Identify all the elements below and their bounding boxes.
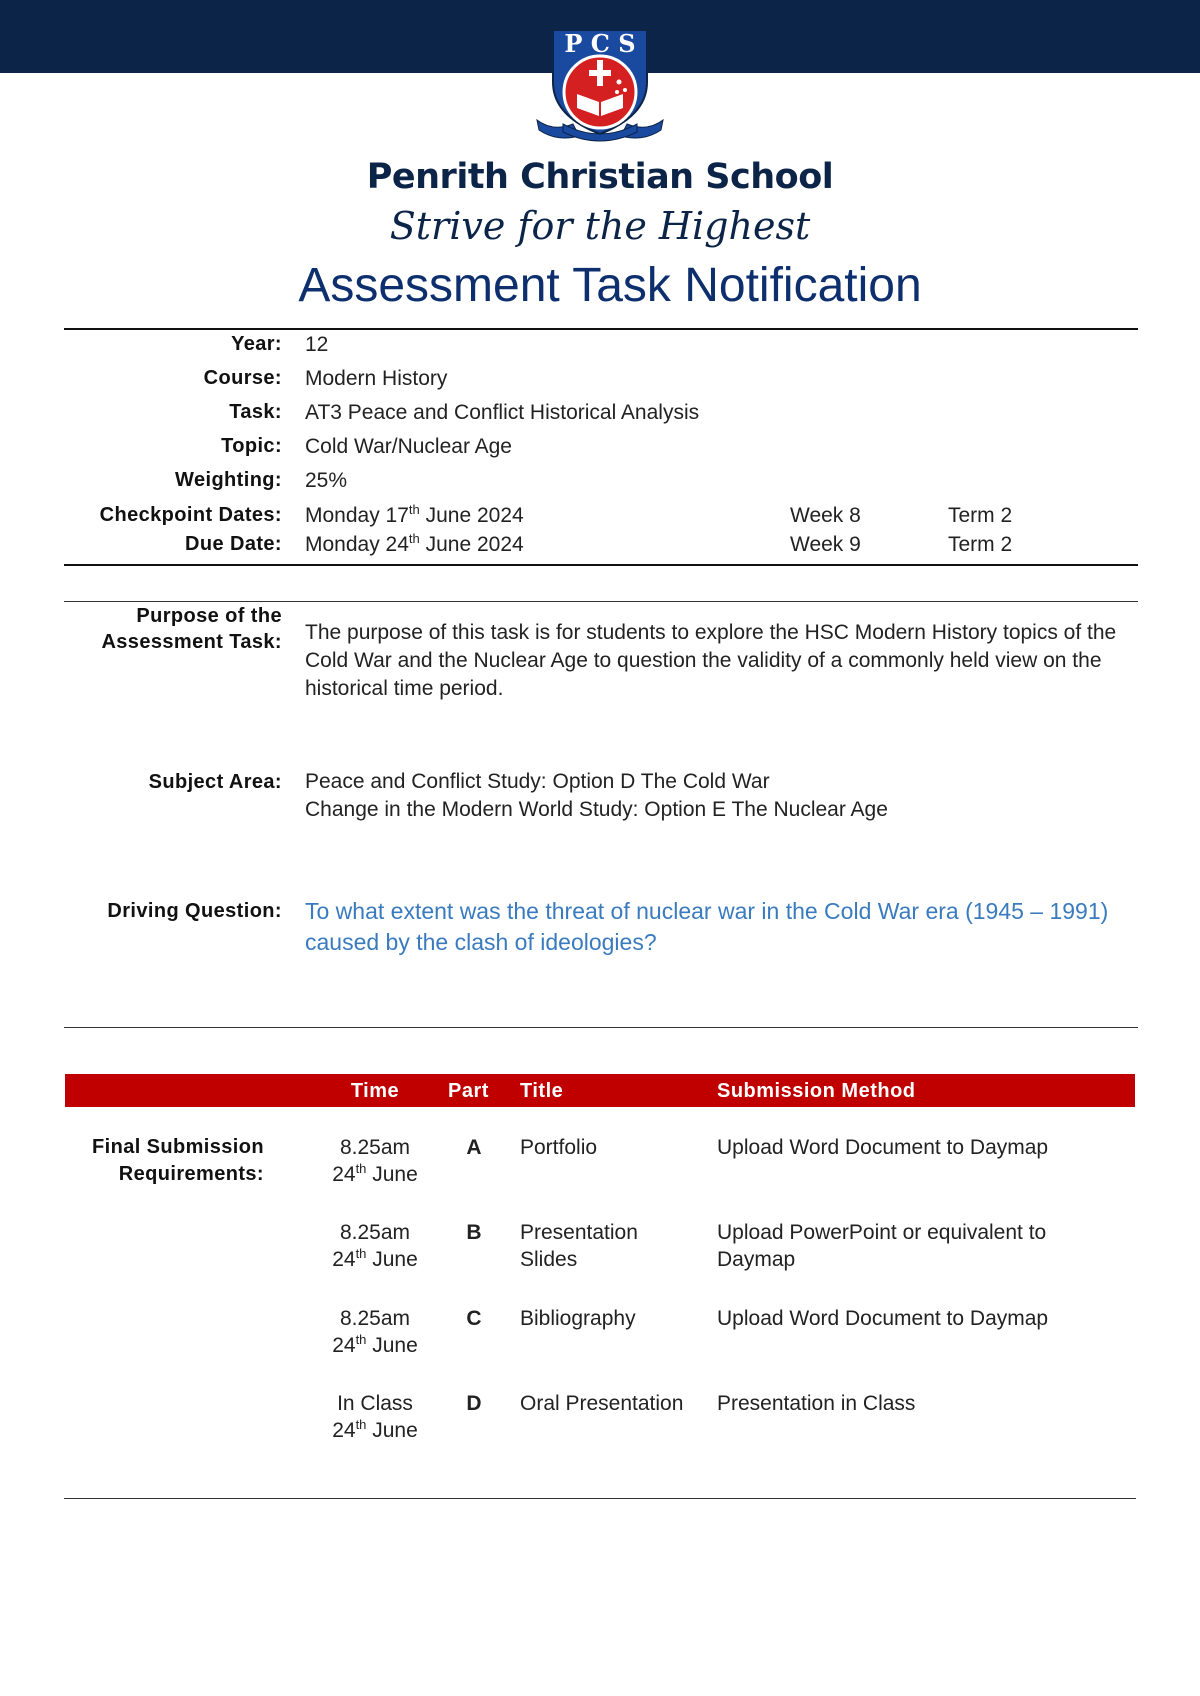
row-d-title: Oral Presentation (520, 1392, 684, 1415)
header-time: Time (350, 1080, 400, 1102)
row-d-part: D (466, 1392, 482, 1415)
school-motto: Strive for the Highest (389, 204, 811, 248)
row-c-time: 8.25am 24th June (332, 1307, 418, 1357)
driving-question-text: To what extent was the threat of nuclear war in the Cold War era (1945 – 1991) caused by the clash of ideologies? (305, 898, 1109, 955)
row-c-method: Upload Word Document to Daymap (717, 1307, 1049, 1330)
driving-question-label: Driving Question: (107, 900, 282, 922)
due-date: Monday 24th June 2024 (305, 531, 524, 556)
checkpoint-term: Term 2 (948, 504, 1013, 527)
header-submission-method: Submission Method (717, 1080, 916, 1102)
row-a-method: Upload Word Document to Daymap (717, 1136, 1049, 1159)
purpose-label: Purpose of the Assessment Task: (101, 605, 282, 653)
row-d-time: In Class 24th June (332, 1392, 418, 1442)
divider (64, 328, 1138, 330)
divider (64, 1027, 1138, 1028)
checkpoint-label: Checkpoint Dates: (99, 504, 282, 526)
svg-text:P C S: P C S (564, 29, 636, 58)
year-value: 12 (305, 333, 329, 356)
course-label: Course: (203, 367, 282, 389)
topic-value: Cold War/Nuclear Age (305, 435, 512, 458)
row-b-method: Upload PowerPoint or equivalent to Daymap (717, 1221, 1047, 1271)
task-label: Task: (229, 401, 282, 423)
header-title: Title (520, 1080, 564, 1102)
due-date-label: Due Date: (185, 533, 282, 555)
row-a-part: A (466, 1136, 482, 1159)
row-b-part: B (466, 1221, 482, 1244)
topic-label: Topic: (221, 435, 282, 457)
purpose-text: The purpose of this task is for students to explore the HSC Modern History topics of the Cold War and the Nuclear Age to question the validity of a commonly held view on the historical time period. (305, 621, 1117, 700)
subject-area-label: Subject Area: (148, 771, 282, 793)
checkpoint-date: Monday 17th June 2024 (305, 502, 524, 527)
final-submission-label: Final Submission Requirements: (92, 1136, 264, 1185)
school-name: Penrith Christian School (366, 157, 834, 197)
year-label: Year: (231, 333, 282, 355)
row-a-title: Portfolio (520, 1136, 598, 1159)
divider (64, 601, 1138, 602)
row-c-title: Bibliography (520, 1307, 636, 1330)
row-b-time: 8.25am 24th June (332, 1221, 418, 1271)
divider (64, 564, 1138, 566)
school-crest-logo (533, 24, 667, 146)
course-value: Modern History (305, 367, 448, 390)
due-week: Week 9 (790, 533, 861, 556)
divider (64, 1498, 1136, 1499)
row-b-title: Presentation Slides (520, 1221, 638, 1271)
subject-area-text: Peace and Conflict Study: Option D The Cold War Change in the Modern World Study: Option E The Nuclear Age (305, 770, 888, 821)
task-value: AT3 Peace and Conflict Historical Analysis (305, 401, 700, 424)
header-part: Part (448, 1080, 489, 1102)
row-d-method: Presentation in Class (717, 1392, 916, 1415)
checkpoint-week: Week 8 (790, 504, 861, 527)
submission-table-header (65, 1074, 1135, 1107)
row-c-part: C (466, 1307, 482, 1330)
document-title: Assessment Task Notification (298, 259, 922, 312)
weighting-value: 25% (305, 469, 348, 492)
weighting-label: Weighting: (175, 469, 282, 491)
due-term: Term 2 (948, 533, 1013, 556)
row-a-time: 8.25am 24th June (332, 1136, 418, 1186)
